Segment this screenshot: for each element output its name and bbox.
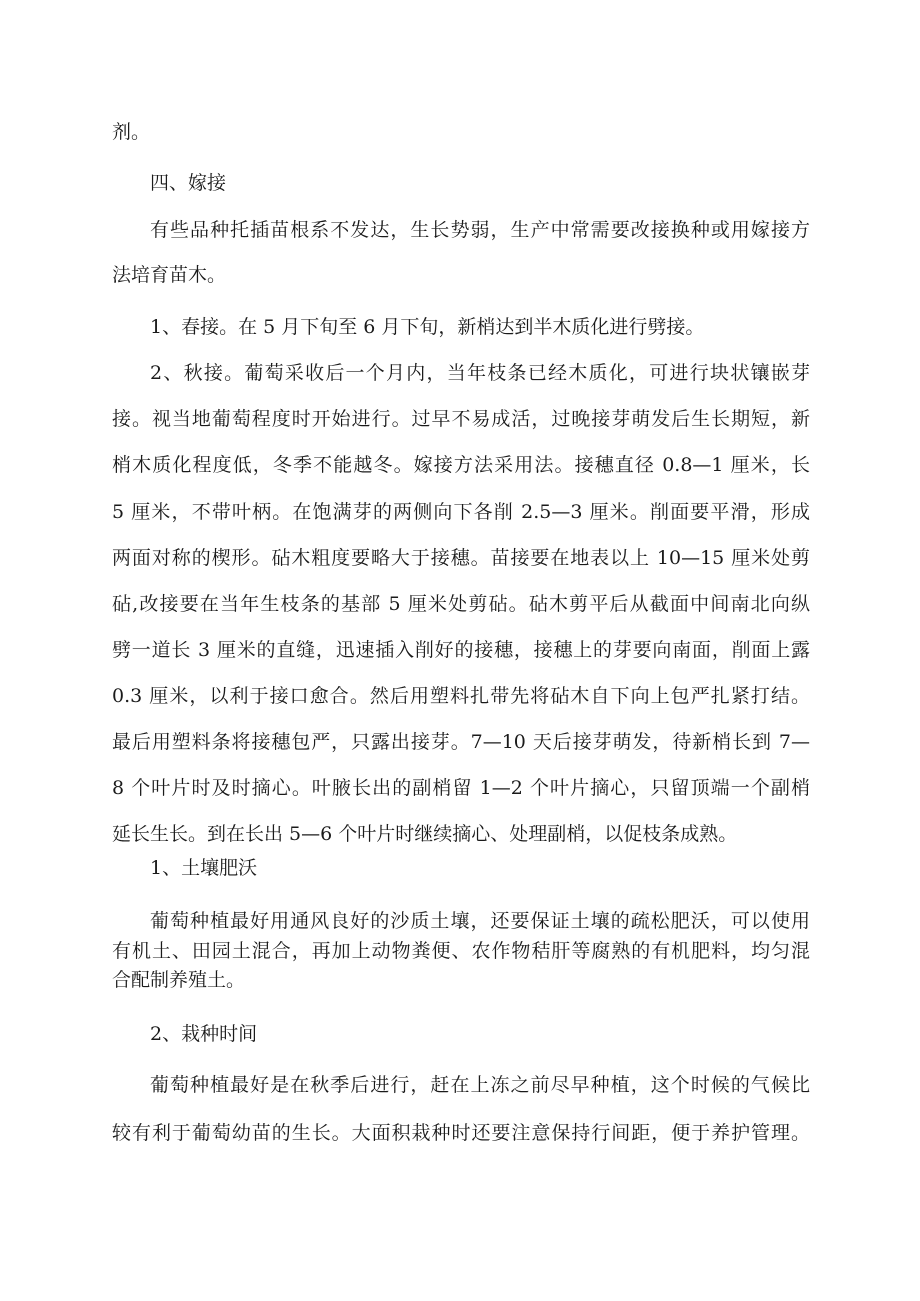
text-line: 葡萄种植最好是在秋季后进行，赶在上冻之前尽早种植，这个时候的气候比 [150, 1074, 810, 1096]
text-line: 最后用塑料条将接穗包严，只露出接芽。7—10 天后接芽萌发，待新梢长到 7— [112, 731, 810, 753]
text-line: 接。视当地葡萄程度时开始进行。过早不易成活，过晚接芽萌发后生长期短，新 [112, 408, 810, 430]
section-heading: 四、嫁接 [150, 172, 227, 194]
text-line: 有些品种托插苗根系不发达，生长势弱，生产中常需要改接换种或用嫁接方 [150, 219, 810, 241]
text-line: 0.3 厘米，以利于接口愈合。然后用塑料扎带先将砧木自下向上包严扎紧打结。 [112, 685, 810, 707]
text-line: 5 厘米，不带叶柄。在饱满芽的两侧向下各削 2.5—3 厘米。削面要平滑，形成 [112, 501, 810, 523]
text-line: 延长生长。到在长出 5—6 个叶片时继续摘心、处理副梢，以促枝条成熟。 [112, 823, 738, 845]
text-line: 法培育苗木。 [112, 264, 227, 286]
text-line: 8 个叶片时及时摘心。叶腋长出的副梢留 1—2 个叶片摘心，只留顶端一个副梢 [112, 777, 810, 799]
text-line: 较有利于葡萄幼苗的生长。大面积栽种时还要注意保持行间距，便于养护管理。 [112, 1122, 810, 1144]
text-line: 劈一道长 3 厘米的直缝，迅速插入削好的接穗，接穗上的芽要向南面，削面上露 [112, 639, 810, 661]
text-line: 葡萄种植最好用通风良好的沙质土壤，还要保证土壤的疏松肥沃，可以使用 [150, 910, 810, 932]
text-line: 1、春接。在 5 月下旬至 6 月下旬，新梢达到半木质化进行劈接。 [150, 316, 705, 338]
text-line: 剂。 [112, 121, 151, 143]
text-line: 合配制养殖土。 [112, 969, 246, 991]
text-line: 有机土、田园土混合，再加上动物粪便、农作物秸肝等腐熟的有机肥料，均匀混 [112, 940, 810, 962]
section-heading: 1、土壤肥沃 [150, 857, 258, 879]
section-heading: 2、栽种时间 [150, 1023, 258, 1045]
text-line: 砧,改接要在当年生枝条的基部 5 厘米处剪砧。砧木剪平后从截面中间南北向纵 [112, 593, 810, 615]
text-line: 梢木质化程度低，冬季不能越冬。嫁接方法采用法。接穗直径 0.8—1 厘米，长 [112, 454, 810, 476]
text-line: 两面对称的楔形。砧木粗度要略大于接穗。苗接要在地表以上 10—15 厘米处剪 [112, 547, 810, 569]
text-line: 2、秋接。葡萄采收后一个月内，当年枝条已经木质化，可进行块状镶嵌芽 [150, 362, 810, 384]
